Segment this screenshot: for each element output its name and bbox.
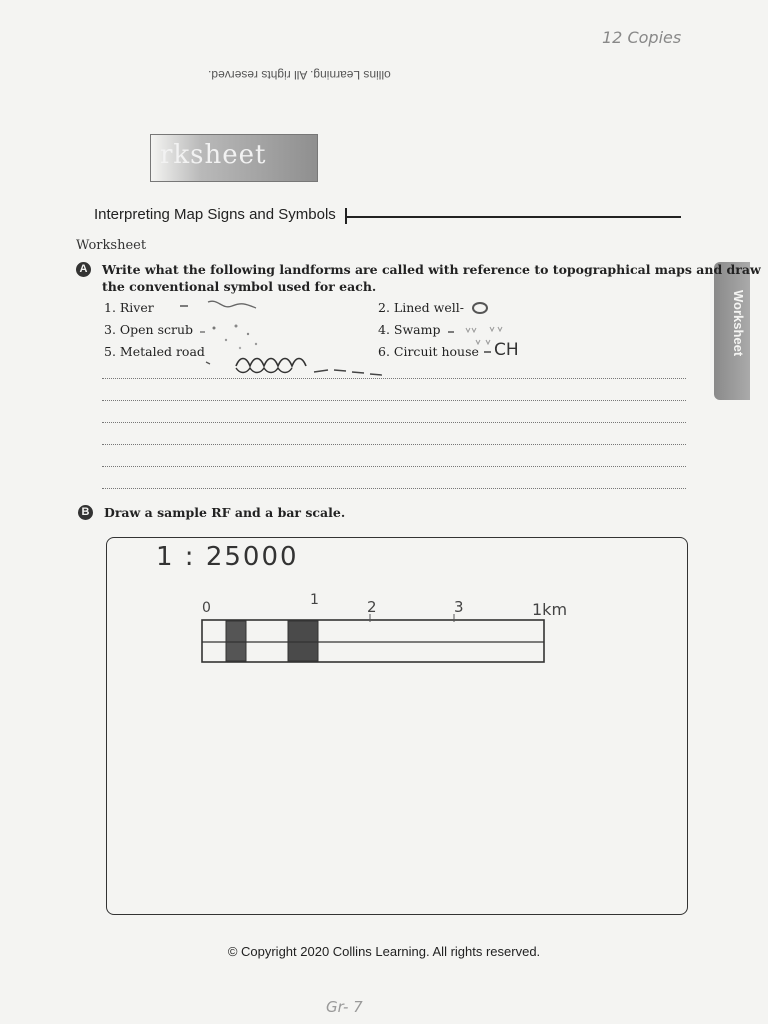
item-circuit-house: 6. Circuit house xyxy=(378,344,479,359)
title-divider-line xyxy=(345,216,681,218)
metaled-road-symbol-drawing xyxy=(200,340,390,380)
answer-line-5 xyxy=(102,466,686,467)
circuit-house-answer: CH xyxy=(494,340,519,360)
section-b-instruction: Draw a sample RF and a bar scale. xyxy=(104,505,346,520)
rf-handwritten: 1 : 25000 xyxy=(156,542,299,572)
answer-line-4 xyxy=(102,444,686,445)
section-a-badge: A xyxy=(76,262,91,277)
side-tab-label: Worksheet xyxy=(731,290,746,357)
answer-box xyxy=(106,537,688,915)
bar-scale-drawing xyxy=(196,612,552,670)
handwritten-note-grade: Gr- 7 xyxy=(326,998,363,1016)
section-label: Worksheet xyxy=(76,238,147,253)
item-lined-well: 2. Lined well- xyxy=(378,300,464,315)
answer-line-6 xyxy=(102,488,686,489)
section-a-instruction-line1: Write what the following landforms are called with reference to topographical maps and draw xyxy=(102,262,761,277)
river-symbol-drawing xyxy=(170,296,260,316)
section-a-instruction-line2: the conventional symbol used for each. xyxy=(102,279,377,294)
footer-copyright: © Copyright 2020 Collins Learning. All rights reserved. xyxy=(227,944,541,959)
item-swamp: 4. Swamp xyxy=(378,322,441,337)
scale-label-3: 3 xyxy=(454,598,464,616)
answer-line-1 xyxy=(102,378,686,379)
item-metaled-road: 5. Metaled road xyxy=(104,344,205,359)
circuit-house-dash-drawing xyxy=(482,344,494,358)
section-b-badge: B xyxy=(78,505,93,520)
item-river: 1. River xyxy=(104,300,154,315)
scale-label-1km: 1km xyxy=(532,600,568,619)
scale-label-1: 1 xyxy=(310,592,319,608)
scale-label-2: 2 xyxy=(367,598,377,616)
handwritten-note-copies: 12 Copies xyxy=(602,28,682,47)
mirrored-copyright-text: ollins Learning. All rights reserved. xyxy=(208,68,391,82)
answer-line-3 xyxy=(102,422,686,423)
scale-label-0: 0 xyxy=(202,600,211,616)
answer-line-2 xyxy=(102,400,686,401)
item-open-scrub: 3. Open scrub xyxy=(104,322,194,337)
lined-well-symbol-drawing xyxy=(464,300,494,316)
worksheet-banner-text: rksheet xyxy=(160,140,267,170)
page-title: Interpreting Map Signs and Symbols xyxy=(94,206,336,223)
